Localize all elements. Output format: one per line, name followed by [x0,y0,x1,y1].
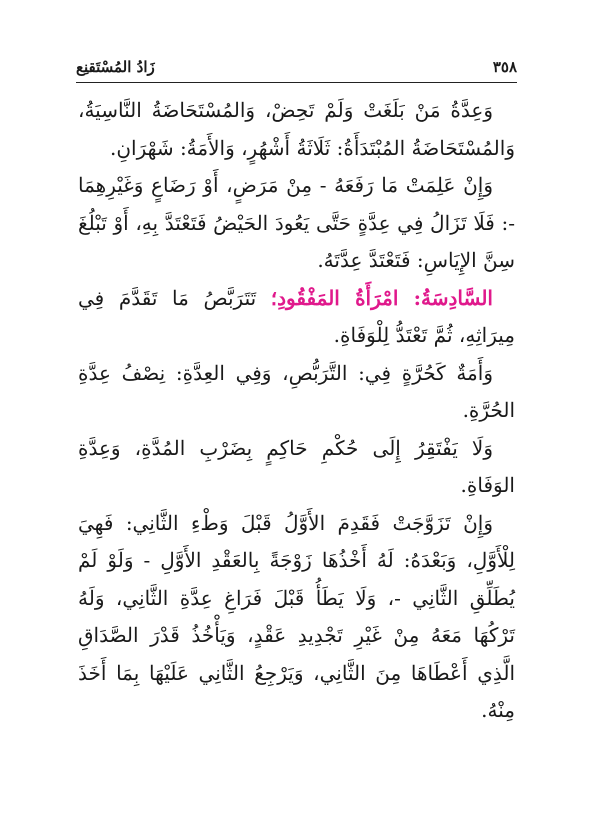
paragraph-1 [78,92,515,167]
paragraph-6-text: وَإِنْ تَزَوَّجَتْ فَقَدِمَ الأَوَّلُ قَبْلَ وَطْءِ الثَّانِي: فَهِيَ لِلْأَوَّلِ، وَبَعْدَهُ: لَهُ أَخْذُهَا زَوْجَةً بِالعَقْدِ الأَوَّلِ - وَلَوْ لَمْ يُطَلِّقِ الثَّانِي -، وَلَا يَطَأُ قَبْلَ فَرَاغِ عِدَّةِ الثَّانِي، وَلَهُ تَرْكُهَا مَعَهُ مِنْ غَيْرِ تَجْدِيدِ عَقْدٍ، وَيَأْخُذُ قَدْرَ الصَّدَاقِ الَّذِي أَعْطَاهَا مِنَ الثَّانِي، وَيَرْجِعُ الثَّانِي عَلَيْهَا بِمَا أَخَذَ مِنْهُ. [78,510,515,722]
paragraph-4-text: وَأَمَةٌ كَحُرَّةٍ فِي: التَّرَبُّصِ، وَفِي العِدَّةِ: نِصْفُ عِدَّةِ الحُرَّةِ. [78,360,515,422]
book-title: زَادُ المُسْتَقنِع [76,58,155,76]
paragraph-5 [78,430,515,505]
page-number: ٣٥٨ [492,58,517,76]
paragraph-1-text: وَعِدَّةُ مَنْ بَلَغَتْ وَلَمْ تَحِضْ، وَالمُسْتَحَاضَةُ النَّاسِيَةُ، وَالمُسْتَحَاضَةُ المُبْتَدَأَةُ: ثَلَاثَةُ أَشْهُرٍ، وَالأَمَةُ: شَهْرَانِ. [78,98,515,160]
paragraph-4 [78,355,515,430]
paragraph-6 [78,505,515,730]
paragraph-2 [78,167,515,280]
paragraph-2-text: وَإِنْ عَلِمَتْ مَا رَفَعَهُ - مِنْ مَرَضٍ، أَوْ رَضَاعٍ وَغَيْرِهِمَا -: فَلَا تَزَالُ فِي عِدَّةٍ حَتَّى يَعُودَ الحَيْضُ فَتَعْتَدَّ بِهِ، أَوْ تَبْلُغَ سِنَّ الإِيَاسِ: فَتَعْتَدَّ عِدَّتَهُ. [78,173,515,272]
header-divider [76,82,517,83]
paragraph-3-text: تَتَرَبَّصُ مَا تَقَدَّمَ فِي مِيرَاثِهِ، ثُمَّ تَعْتَدُّ لِلْوَفَاةِ. [78,285,515,347]
page-header [76,56,517,76]
main-text [78,92,515,730]
section-heading: السَّادِسَةُ: امْرَأَةُ المَفْقُودِ؛ [270,285,493,310]
paragraph-5-text: وَلَا يَفْتَقِرُ إِلَى حُكْمِ حَاكِمٍ بِضَرْبِ المُدَّةِ، وَعِدَّةِ الوَفَاةِ. [78,435,515,497]
paragraph-3 [78,280,515,355]
